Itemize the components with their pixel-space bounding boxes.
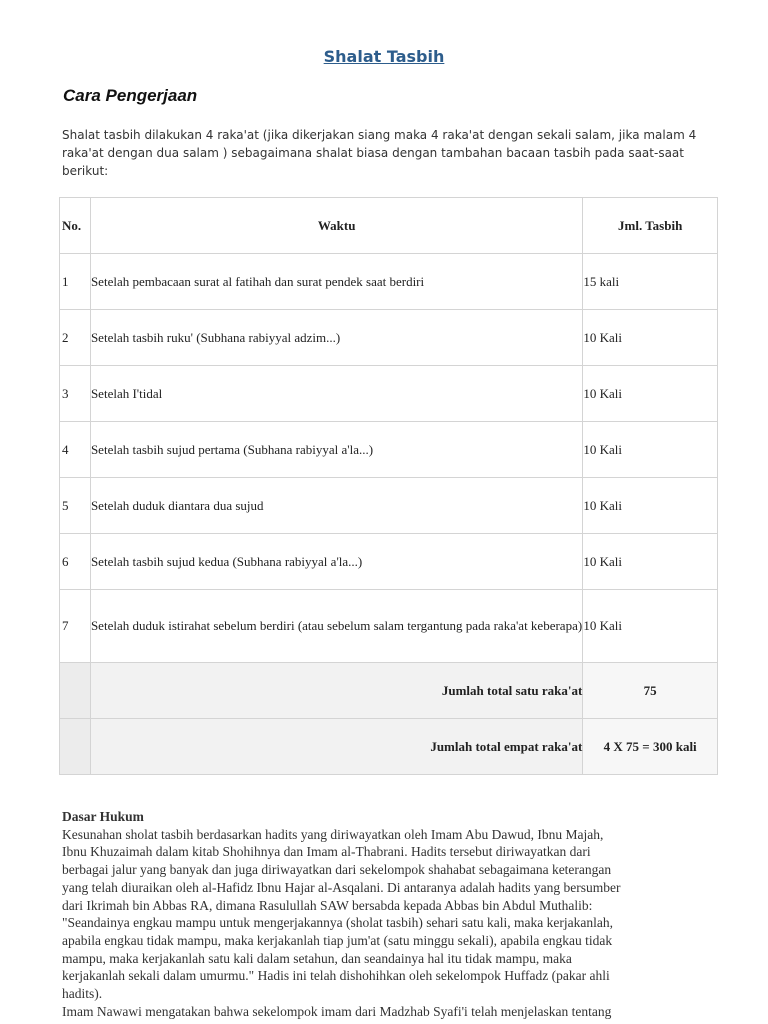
body-line: mampu, maka kerjakanlah satu kali dalam setahun, dan seandainya hal itu tidak mampu, maka [62, 950, 572, 966]
table-row [60, 422, 718, 478]
row-jml: 10 Kali [583, 534, 718, 590]
body-line: kerjakanlah sekali dalam umurmu." Hadis ini telah dishohihkan oleh sekelompok Huffadz (pakar ahli [62, 968, 610, 984]
row-waktu: Setelah I'tidal [91, 366, 583, 422]
body-line: hadits). [62, 986, 103, 1002]
total-value: 75 [583, 663, 718, 719]
table-row [60, 254, 718, 310]
total-value: 4 X 75 = 300 kali [583, 719, 718, 775]
total-label: Jumlah total satu raka'at [91, 663, 583, 719]
row-no: 7 [60, 590, 91, 663]
table-row [60, 310, 718, 366]
row-jml: 10 Kali [583, 366, 718, 422]
table-row [60, 478, 718, 534]
row-waktu: Setelah duduk istirahat sebelum berdiri (atau sebelum salam tergantung pada raka'at keberapa) [91, 590, 583, 663]
body-line: "Seandainya engkau mampu untuk mengerjakannya (sholat tasbih) sehari satu kali, maka kerjakanlah, [62, 915, 613, 931]
body-line: apabila engkau tidak mampu, maka kerjakanlah tiap jum'at (satu minggu sekali), apabila engkau tidak [62, 932, 613, 948]
intro-paragraph: Shalat tasbih dilakukan 4 raka'at (jika dikerjakan siang maka 4 raka'at dengan sekali salam, jika malam 4 raka'at dengan dua salam ) sebagaimana shalat biasa dengan tambahan bacaan tasbih pada saat-saat berikut: [62, 128, 697, 178]
section-heading: Cara Pengerjaan [63, 86, 198, 105]
row-jml: 10 Kali [583, 310, 718, 366]
tasbih-table [59, 197, 718, 775]
total-empty-cell [60, 719, 91, 775]
row-no: 5 [60, 478, 91, 534]
total-row [60, 663, 718, 719]
header-waktu: Waktu [91, 198, 583, 254]
row-no: 3 [60, 366, 91, 422]
row-jml: 10 Kali [583, 422, 718, 478]
dasar-hukum-heading: Dasar Hukum [62, 809, 144, 824]
total-empty-cell [60, 663, 91, 719]
header-jml: Jml. Tasbih [583, 198, 718, 254]
body-line: dari Ikrimah bin Abbas RA, dimana Rasulullah SAW bersabda kepada Abbas bin Abdul Muthalib: [62, 897, 593, 913]
table-row [60, 366, 718, 422]
body-line: yang telah diuraikan oleh al-Hafidz Ibnu Hajar al-Asqalani. Di antaranya adalah hadits yang bersumber [62, 879, 621, 895]
row-no: 1 [60, 254, 91, 310]
total-label: Jumlah total empat raka'at [91, 719, 583, 775]
row-no: 2 [60, 310, 91, 366]
row-waktu: Setelah tasbih sujud pertama (Subhana rabiyyal a'la...) [91, 422, 583, 478]
row-no: 4 [60, 422, 91, 478]
body-line: Imam Nawawi mengatakan bahwa sekelompok imam dari Madzhab Syafi'i telah menjelaskan tentang [62, 1003, 612, 1019]
page-title: Shalat Tasbih [323, 47, 445, 66]
row-waktu: Setelah tasbih ruku' (Subhana rabiyyal adzim...) [91, 310, 583, 366]
row-jml: 10 Kali [583, 478, 718, 534]
table-row [60, 534, 718, 590]
row-waktu: Setelah pembacaan surat al fatihah dan surat pendek saat berdiri [91, 254, 583, 310]
body-line: Ibnu Khuzaimah dalam kitab Shohihnya dan Imam al-Thabrani. Hadits tersebut diriwayatkan dari [62, 844, 591, 860]
table-row [60, 590, 718, 663]
table-header-row [60, 198, 718, 254]
row-jml: 15 kali [583, 254, 718, 310]
row-no: 6 [60, 534, 91, 590]
dasar-hukum-section [62, 808, 712, 1020]
total-row [60, 719, 718, 775]
header-no: No. [60, 198, 91, 254]
body-line: Kesunahan sholat tasbih berdasarkan hadits yang diriwayatkan oleh Imam Abu Dawud, Ibnu Majah, [62, 826, 604, 842]
body-line: berbagai jalur yang banyak dan juga diriwayatkan dari sekelompok shahabat sebagaimana keterangan [62, 862, 612, 878]
row-waktu: Setelah tasbih sujud kedua (Subhana rabiyyal a'la...) [91, 534, 583, 590]
row-waktu: Setelah duduk diantara dua sujud [91, 478, 583, 534]
row-jml: 10 Kali [583, 590, 718, 663]
